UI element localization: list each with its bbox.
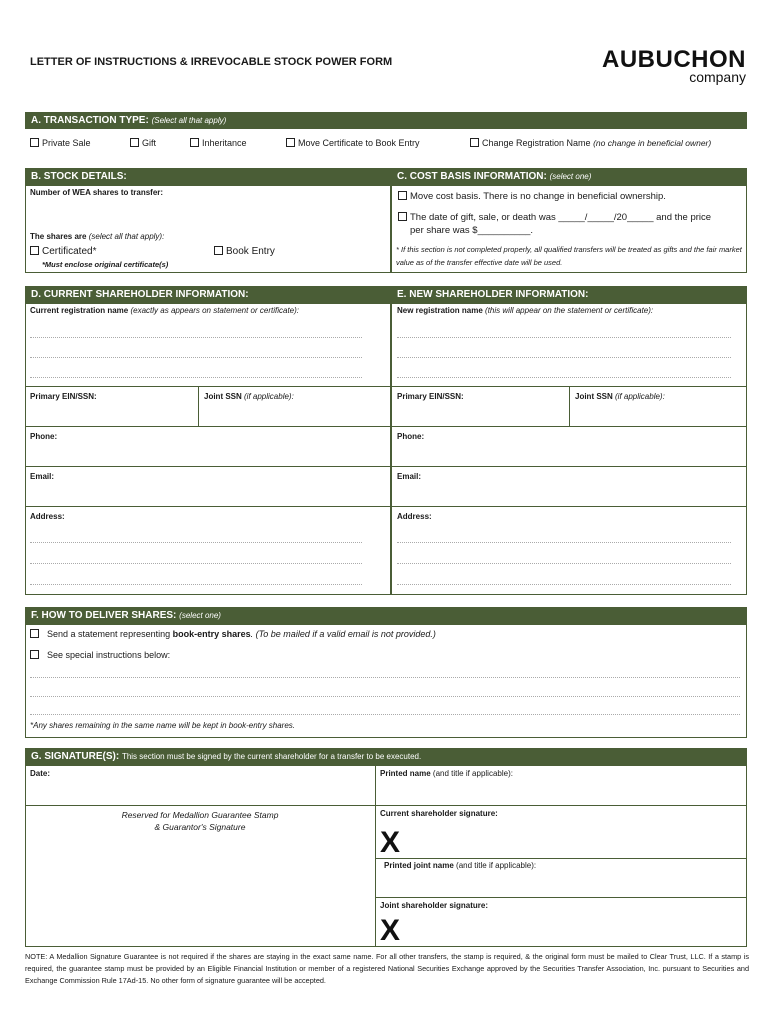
date-label: Date: [30,769,51,778]
shares-to-transfer-label: Number of WEA shares to transfer: [30,188,164,197]
book-entry-note: *Any shares remaining in the same name will be kept in book-entry shares. [30,721,296,730]
option-send-statement[interactable]: Send a statement representing book-entry shares. (To be mailed if a valid email is not provided.) [30,629,436,639]
new-phone-label: Phone: [397,432,425,441]
section-g-header: G. SIGNATURE(S): This section must be signed by the current shareholder for a transfer to be executed. [25,748,747,765]
checkbox[interactable] [214,246,223,255]
new-joint-ssn-label: Joint SSN (if applicable): [575,392,665,401]
current-joint-ssn-label: Joint SSN (if applicable): [204,392,294,401]
checkbox[interactable] [130,138,139,147]
medallion-stamp-area: Reserved for Medallion Guarantee Stamp & Guarantor's Signature [121,810,279,832]
new-address-label: Address: [397,512,432,521]
section-b-header: B. STOCK DETAILS: [25,168,391,185]
current-registration-line-1[interactable] [30,337,362,338]
page-title: LETTER OF INSTRUCTIONS & IRREVOCABLE STOCK POWER FORM [30,56,393,68]
checkbox[interactable] [30,650,39,659]
instructions-line-3[interactable] [30,714,740,715]
current-registration-line-2[interactable] [30,357,362,358]
option-change-registration[interactable]: Change Registration Name (no change in beneficial owner) [470,138,711,148]
section-a-subtitle: (Select all that apply) [151,116,227,125]
option-move-certificate[interactable]: Move Certificate to Book Entry [286,138,420,148]
section-d-header: D. CURRENT SHAREHOLDER INFORMATION: [25,286,391,303]
current-phone-label: Phone: [30,432,58,441]
printed-joint-name-label: Printed joint name (and title if applicable): [384,861,537,870]
cost-basis-note: * If this section is not completed properly, all qualified transfers will be treated as gifts and the fair market value as of the transfer effective date will be used. [396,245,742,267]
instructions-line-2[interactable] [30,696,740,697]
current-registration-label: Current registration name (exactly as appears on statement or certificate): [30,306,300,315]
footnote: NOTE: A Medallion Signature Guarantee is not required if the shares are staying in the exact same name. For all other transfers, the stamp is required, & the original form must be mailed to Clear Trust, LLC. If a stamp is required, the guarantee stamp must be provided by an Eligible Financial Institution or member of a registered National Securities Exchange approved by the Securities Transfer Association, Inc. pursuant to Securities and Exchange Commission Rule 17Ad-15. No other form of signature guarantee will be accepted. [25,952,749,985]
joint-signature-label: Joint shareholder signature: [380,901,489,910]
printed-name-label: Printed name (and title if applicable): [380,769,513,778]
new-registration-line-2[interactable] [397,357,731,358]
current-address-label: Address: [30,512,65,521]
option-special-instructions[interactable]: See special instructions below: [30,650,170,660]
current-email-label: Email: [30,472,55,481]
certificate-note: *Must enclose original certificate(s) [42,260,169,269]
shares-are-label: The shares are (select all that apply): [30,232,165,241]
price-per-share: per share was $__________. [410,225,534,236]
section-f-header: F. HOW TO DELIVER SHARES: (select one) [25,607,747,624]
section-e-box [391,303,747,595]
checkbox[interactable] [286,138,295,147]
checkbox[interactable] [470,138,479,147]
logo-subtext: company [689,69,746,85]
section-a-title: A. TRANSACTION TYPE: [31,115,149,126]
new-ein-label: Primary EIN/SSN: [397,392,464,401]
instructions-line-1[interactable] [30,677,740,678]
option-date-of-gift[interactable]: The date of gift, sale, or death was _____/_____/20_____ and the price [398,212,744,223]
checkbox[interactable] [30,138,39,147]
option-certificated[interactable]: Certificated* [30,246,96,257]
new-registration-label: New registration name (this will appear on the statement or certificate): [397,306,654,315]
current-address-line-2[interactable] [30,563,362,564]
current-signature-x[interactable]: X [380,826,401,859]
current-address-line-1[interactable] [30,542,362,543]
company-logo [584,48,746,84]
section-a-header [25,112,747,129]
section-c-header: C. COST BASIS INFORMATION: (select one) [391,168,747,185]
checkbox[interactable] [30,246,39,255]
logo-wordmark: AUBUCHON [602,46,746,73]
new-registration-line-3[interactable] [397,377,731,378]
section-e-header: E. NEW SHAREHOLDER INFORMATION: [391,286,747,303]
current-ein-label: Primary EIN/SSN: [30,392,97,401]
option-gift[interactable]: Gift [130,138,156,148]
checkbox[interactable] [398,191,407,200]
new-address-line-2[interactable] [397,563,731,564]
option-move-cost-basis[interactable]: Move cost basis. There is no change in beneficial ownership. [398,191,666,202]
option-inheritance[interactable]: Inheritance [190,138,247,148]
checkbox[interactable] [190,138,199,147]
current-address-line-3[interactable] [30,584,362,585]
checkbox[interactable] [398,212,407,221]
new-registration-line-1[interactable] [397,337,731,338]
joint-signature-x[interactable]: X [380,914,401,947]
option-private-sale[interactable]: Private Sale [30,138,91,148]
checkbox[interactable] [30,629,39,638]
new-address-line-1[interactable] [397,542,731,543]
option-book-entry[interactable]: Book Entry [214,246,275,257]
current-registration-line-3[interactable] [30,377,362,378]
new-email-label: Email: [397,472,422,481]
section-d-box [25,303,391,595]
new-address-line-3[interactable] [397,584,731,585]
current-signature-label: Current shareholder signature: [380,809,498,818]
